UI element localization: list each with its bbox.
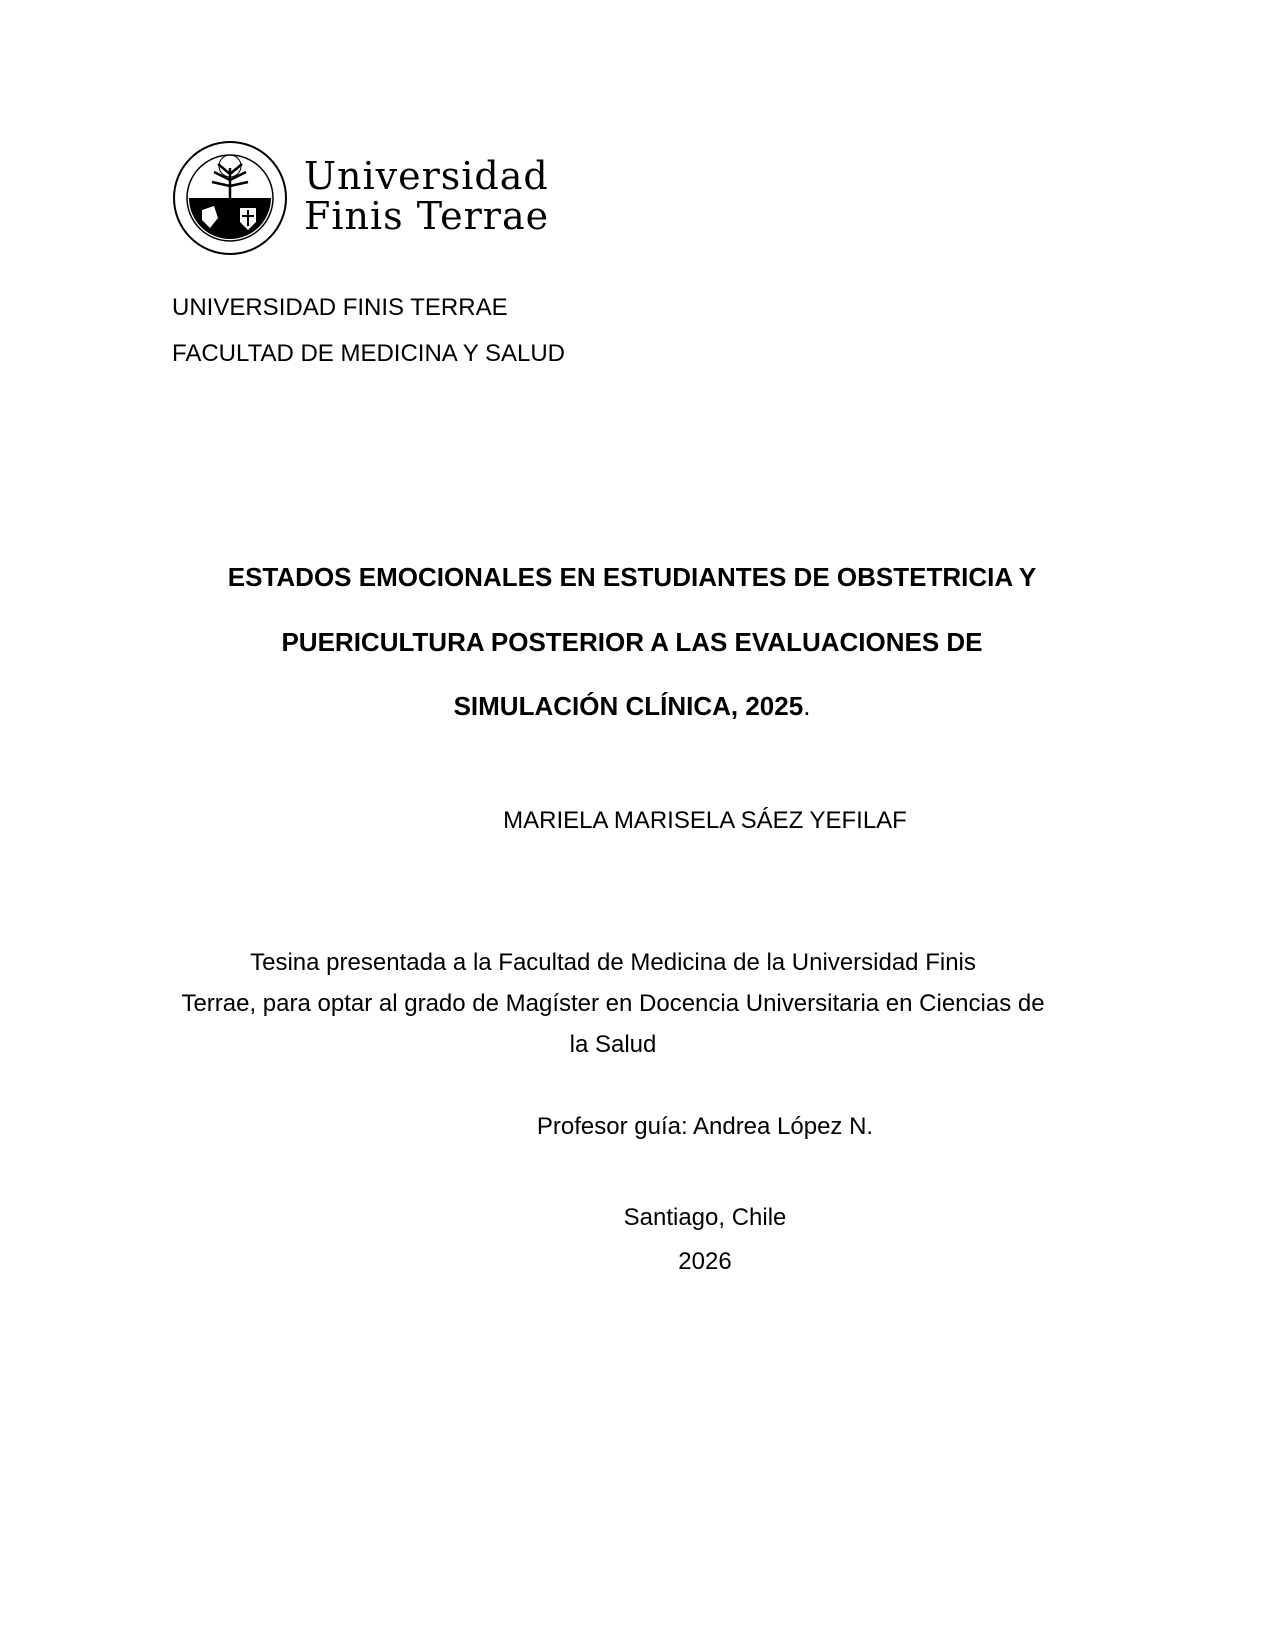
wordmark-line-1: Universidad [304,154,549,198]
year: 2026 [678,1248,732,1275]
wordmark-line-2: Finis Terrae [304,194,550,238]
thesis-description-line-3: la Salud [569,1031,657,1058]
thesis-advisor: Profesor guía: Andrea López N. [536,1113,874,1140]
thesis-title-line-1: ESTADOS EMOCIONALES EN ESTUDIANTES DE OBSTETRICIA Y [227,562,1037,592]
thesis-title-line-3 [172,691,1092,722]
thesis-description [178,942,1048,1065]
thesis-title-period: . [803,691,811,721]
thesis-description-line-2: Terrae, para optar al grado de Magíster en Docencia Universitaria en Ciencias de [181,990,1045,1017]
thesis-title-line-2: PUERICULTURA POSTERIOR A LAS EVALUACIONES DE [281,627,983,657]
university-name: UNIVERSIDAD FINIS TERRAE [172,294,508,321]
university-logo [172,140,592,256]
thesis-description-line-1: Tesina presentada a la Facultad de Medicina de la Universidad Finis [250,949,976,976]
thesis-title-line-3-text: SIMULACIÓN CLÍNICA, 2025 [453,691,804,721]
university-seal-icon [172,140,288,256]
place: Santiago, Chile [623,1204,787,1231]
faculty-name: FACULTAD DE MEDICINA Y SALUD [172,340,565,367]
university-wordmark [304,156,549,236]
author-name: MARIELA MARISELA SÁEZ YEFILAF [503,807,907,834]
